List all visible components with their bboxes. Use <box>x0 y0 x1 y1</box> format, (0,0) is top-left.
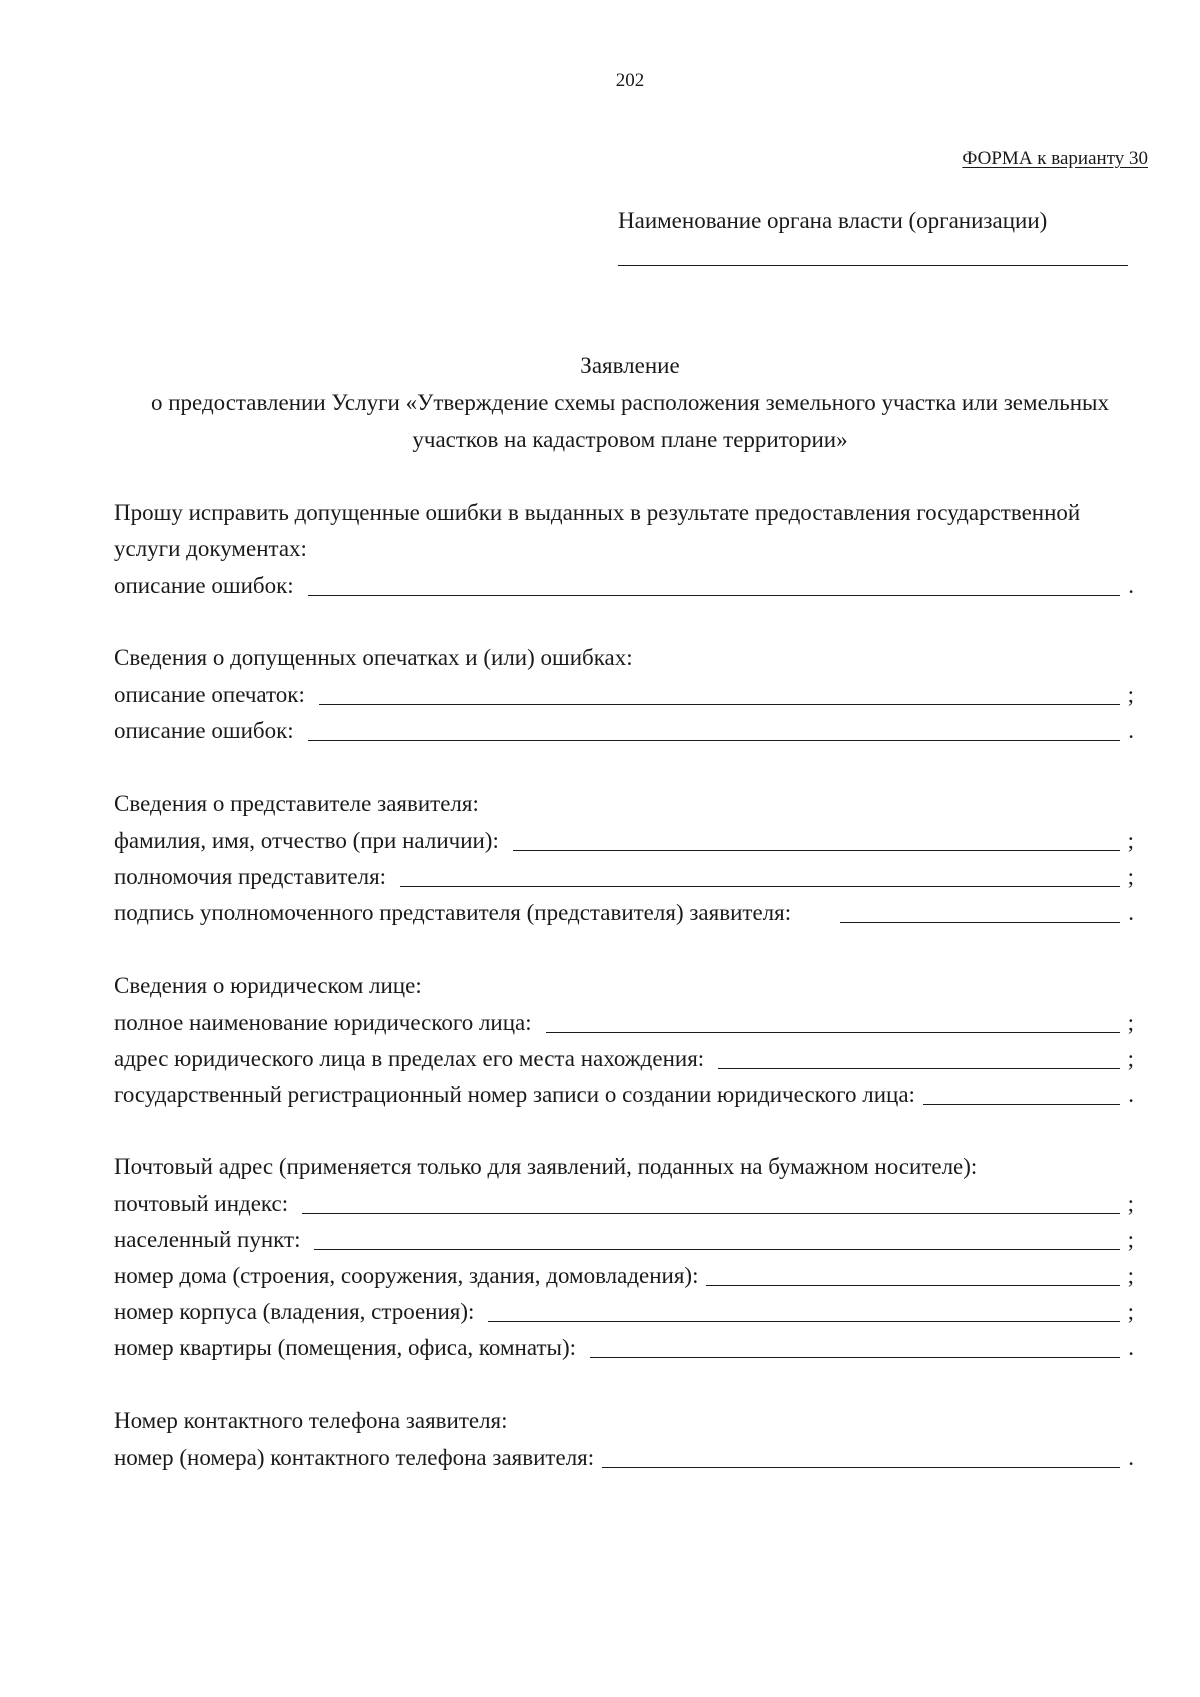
request-text-line1: Прошу исправить допущенные ошибки в выданных в результате предоставления государственной <box>114 500 1081 525</box>
field-end-mark: . <box>1128 1445 1134 1470</box>
representative-powers-input-line[interactable] <box>400 886 1120 887</box>
typos-heading: Сведения о допущенных опечатках и (или) ошибках: <box>114 645 633 670</box>
request-errors-input-line[interactable] <box>308 595 1120 596</box>
field-end-mark: ; <box>1127 1263 1134 1288</box>
postal-building-input-line[interactable] <box>488 1321 1120 1322</box>
representative-heading: Сведения о представителе заявителя: <box>114 791 479 816</box>
field-label: номер (номера) контактного телефона заявителя: <box>114 1445 595 1470</box>
postal-index-field <box>114 1186 1134 1218</box>
field-end-mark: ; <box>1127 864 1134 889</box>
field-label: полное наименование юридического лица: <box>114 1010 532 1035</box>
legal-entity-fullname-field <box>114 1005 1134 1037</box>
legal-entity-regnum-field <box>114 1077 1134 1109</box>
field-end-mark: ; <box>1127 1046 1134 1071</box>
field-end-mark: ; <box>1127 1299 1134 1324</box>
field-end-mark: ; <box>1127 828 1134 853</box>
field-label: адрес юридического лица в пределах его места нахождения: <box>114 1046 705 1071</box>
field-label: описание ошибок: <box>114 718 294 743</box>
legal-entity-fullname-input-line[interactable] <box>546 1032 1120 1033</box>
postal-locality-input-line[interactable] <box>314 1249 1120 1250</box>
field-end-mark: . <box>1128 1082 1134 1107</box>
postal-apartment-field <box>114 1330 1134 1362</box>
field-end-mark: . <box>1128 1335 1134 1360</box>
phone-input-line[interactable] <box>602 1467 1120 1468</box>
field-end-mark: . <box>1128 573 1134 598</box>
field-label: фамилия, имя, отчество (при наличии): <box>114 828 499 853</box>
legal-entity-address-input-line[interactable] <box>718 1068 1120 1069</box>
document-subtitle-line2: участков на кадастровом плане территории» <box>412 427 848 452</box>
typos-input-line[interactable] <box>319 704 1120 705</box>
field-label: подпись уполномоченного представителя (представителя) заявителя: <box>114 900 792 925</box>
authority-input-line[interactable] <box>618 265 1128 266</box>
postal-house-input-line[interactable] <box>706 1285 1120 1286</box>
representative-name-input-line[interactable] <box>513 850 1120 851</box>
field-end-mark: . <box>1128 900 1134 925</box>
page-number: 202 <box>615 70 645 91</box>
authority-label: Наименование органа власти (организации) <box>618 208 1048 233</box>
field-end-mark: ; <box>1127 1010 1134 1035</box>
document-subtitle-line1: о предоставлении Услуги «Утверждение схемы расположения земельного участка или земельных <box>150 390 1109 415</box>
postal-index-input-line[interactable] <box>302 1213 1120 1214</box>
postal-house-field <box>114 1258 1134 1290</box>
field-label: государственный регистрационный номер записи о создании юридического лица: <box>114 1082 915 1107</box>
postal-heading: Почтовый адрес (применяется только для заявлений, поданных на бумажном носителе): <box>114 1154 978 1179</box>
postal-apartment-input-line[interactable] <box>590 1357 1120 1358</box>
phone-heading: Номер контактного телефона заявителя: <box>114 1408 508 1433</box>
request-errors-field <box>114 568 1134 600</box>
legal-entity-address-field <box>114 1041 1134 1073</box>
field-end-mark: ; <box>1127 1227 1134 1252</box>
legal-entity-heading: Сведения о юридическом лице: <box>114 973 422 998</box>
phone-field <box>114 1440 1134 1472</box>
field-label: описание ошибок: <box>114 573 294 598</box>
typos-field <box>114 677 1134 709</box>
field-label: номер корпуса (владения, строения): <box>114 1299 475 1324</box>
representative-name-field <box>114 823 1134 855</box>
legal-entity-regnum-input-line[interactable] <box>923 1104 1120 1105</box>
typos-errors-field <box>114 713 1134 745</box>
field-label: описание опечаток: <box>114 682 305 707</box>
form-reference: ФОРМА к варианту 30 <box>962 148 1148 169</box>
representative-signature-input-line[interactable] <box>840 922 1120 923</box>
field-label: номер квартиры (помещения, офиса, комнаты): <box>114 1335 576 1360</box>
field-label: почтовый индекс: <box>114 1191 289 1216</box>
field-end-mark: . <box>1128 718 1134 743</box>
typos-errors-input-line[interactable] <box>308 740 1120 741</box>
field-label: полномочия представителя: <box>114 864 387 889</box>
postal-building-field <box>114 1294 1134 1326</box>
request-text-line2: услуги документах: <box>114 536 307 561</box>
representative-signature-field <box>114 895 1134 927</box>
field-end-mark: ; <box>1127 682 1134 707</box>
representative-powers-field <box>114 859 1134 891</box>
field-label: населенный пункт: <box>114 1227 301 1252</box>
document-title: Заявление <box>580 353 680 378</box>
field-end-mark: ; <box>1127 1191 1134 1216</box>
postal-locality-field <box>114 1222 1134 1254</box>
field-label: номер дома (строения, сооружения, здания, домовладения): <box>114 1263 699 1288</box>
